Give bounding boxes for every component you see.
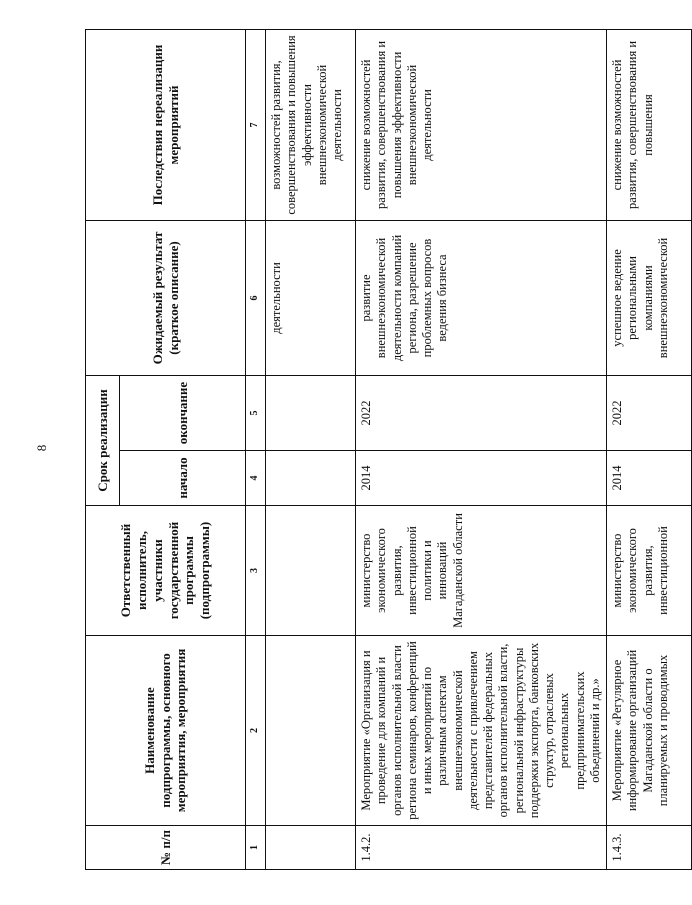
column-number: 1 [246,826,266,870]
cell-result: успешное ведение региональными компаниями внешнеэкономической [607,220,692,375]
cell-name: Мероприятие «Организация и проведение для компаний и органов исполнительной власти региона семинаров, конференций и иных мероприятий по различным аспектам внешнеэкономической деятельности с привлечением представителей федеральных органов исполнительной власти, региональной инфраструктуры поддержки экспорта, банковских структур, отраслевых региональных предпринимательских объединений и др.» [356,636,607,826]
cell-consequences: снижение возможностей развития, совершенствования и повышения [607,29,692,220]
cell-num [266,826,356,870]
cell-name [266,636,356,826]
cell-name: Мероприятие «Регулярное информирование организаций Магаданской области о планируемых и проводимых [607,636,692,826]
column-number: 3 [246,506,266,636]
column-number: 7 [246,29,266,220]
header-responsible: Ответственный исполнитель, участники государственной программы (подпрограммы) [86,506,246,636]
cell-consequences: снижение возможностей развития, совершенствования и повышения эффективности внешнеэкономической деятельности [356,29,607,220]
cell-consequences: возможностей развития, совершенствования и повышения эффективности внешнеэкономической деятельности [266,29,356,220]
header-start: начало [120,451,246,506]
cell-responsible: министерство экономического развития, инвестиционной политики и инноваций Магаданской области [356,506,607,636]
header-period: Срок реализации [86,375,120,505]
column-number: 5 [246,375,266,450]
column-number: 6 [246,220,266,375]
header-end: окончание [120,375,246,450]
cell-result: деятельности [266,220,356,375]
activities-table [85,29,692,870]
cell-num: 1.4.2. [356,826,607,870]
cell-end: 2022 [356,375,607,450]
header-name: Наименование подпрограммы, основного мероприятия, мероприятия [86,636,246,826]
table-row [607,29,692,869]
table-row [356,29,607,869]
cell-num: 1.4.3. [607,826,692,870]
page-number: 8 [34,444,49,452]
header-consequences: Последствия нереализации мероприятий [86,29,246,220]
cell-responsible: министерство экономического развития, инвестиционной [607,506,692,636]
cell-end: 2022 [607,375,692,450]
column-number: 4 [246,451,266,506]
cell-start: 2014 [607,451,692,506]
header-num: № п/п [86,826,246,870]
rotated-table-area [85,30,670,870]
cell-start: 2014 [356,451,607,506]
cell-end [266,375,356,450]
cell-result: развитие внешнеэкономической деятельности компаний региона, разрешение проблемных вопросов ведения бизнеса [356,220,607,375]
header-result: Ожидаемый результат (краткое описание) [86,220,246,375]
cell-responsible [266,506,356,636]
column-numbers-row [246,29,266,869]
column-number: 2 [246,636,266,826]
table-row [266,29,356,869]
table-wrapper [85,30,670,870]
cell-start [266,451,356,506]
